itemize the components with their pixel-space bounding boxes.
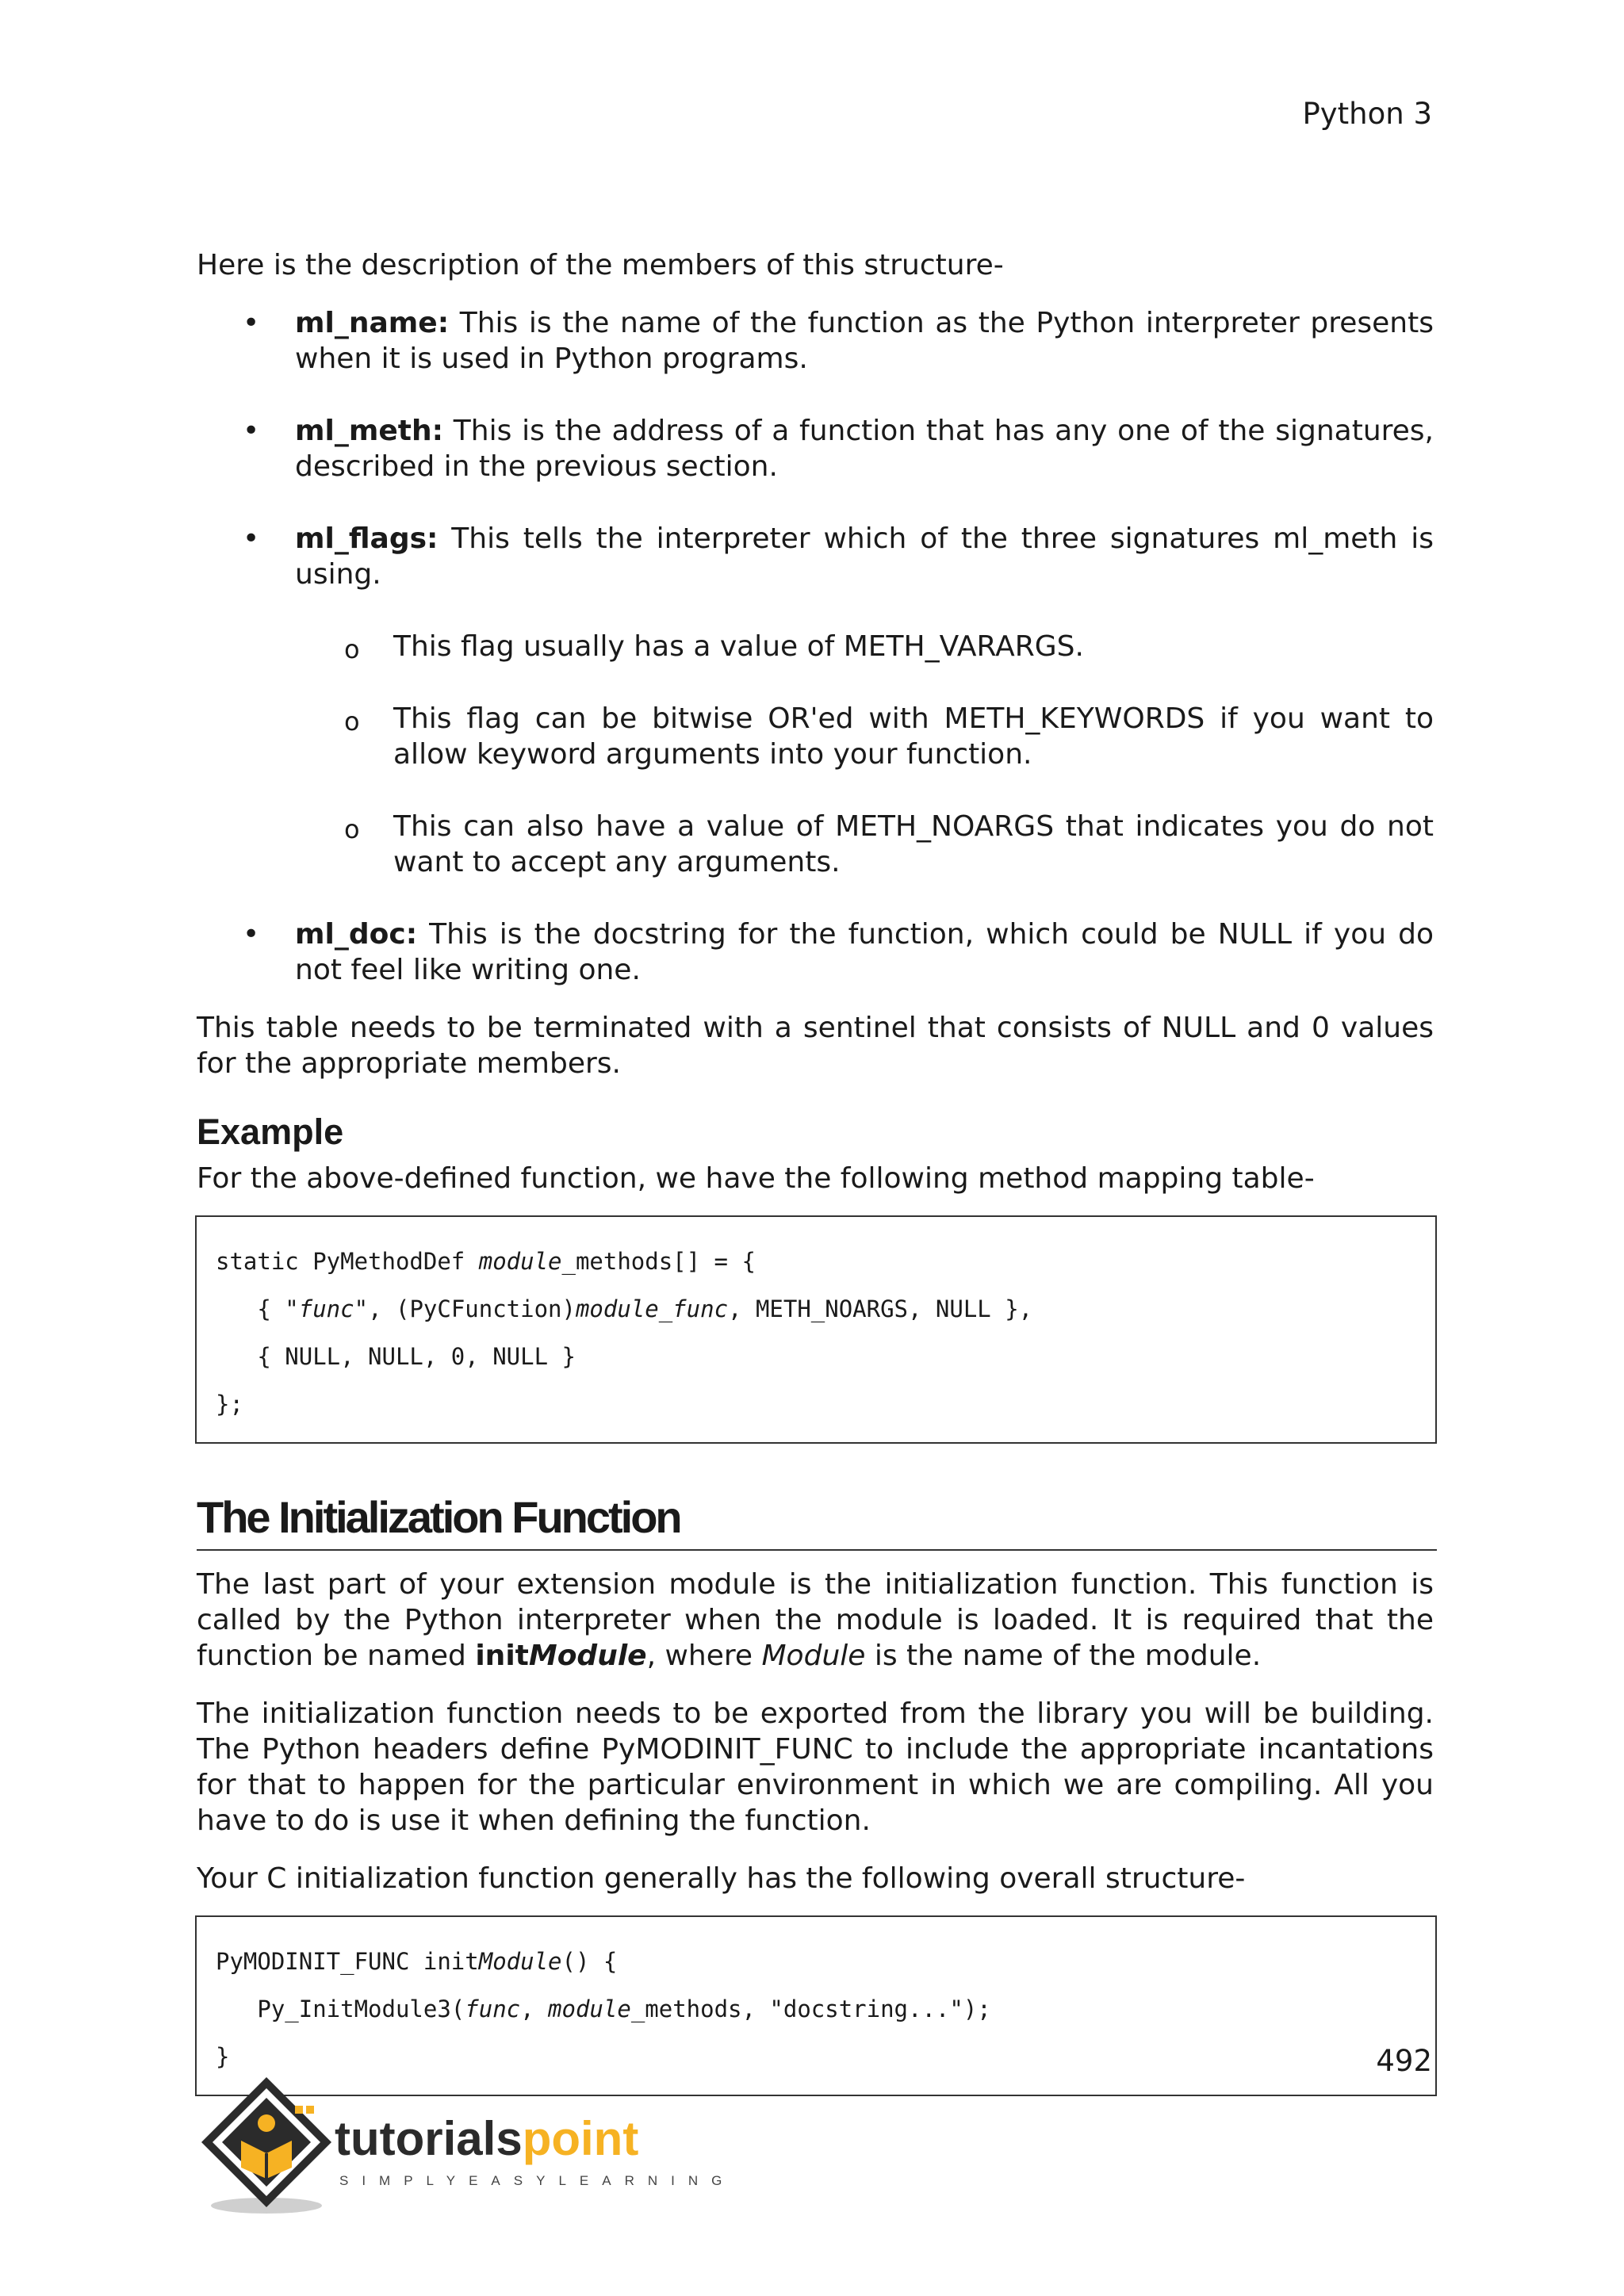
init-paragraph-1: The last part of your extension module is the initialization function. This function is called by the Python interpreter when the module is loaded. It is required that the function be named initModule, where Module is the name of the module.: [197, 1568, 1434, 1672]
members-intro: Here is the description of the members of this structure-: [197, 249, 1004, 281]
bullet-icon: •: [243, 307, 260, 339]
code-line: };: [216, 1391, 243, 1418]
example-intro: For the above-defined function, we have the following method mapping table-: [197, 1162, 1315, 1195]
bullet-icon: •: [243, 918, 260, 951]
page-content: [197, 247, 1434, 2096]
code-line: { "func", (PyCFunction)module_func, METH_NOARGS, NULL },: [216, 1295, 1033, 1322]
member-ml-name: • ml_name: This is the name of the function as the Python interpreter presents when it is used in Python programs.: [243, 307, 1434, 375]
circle-bullet-icon: o: [344, 634, 360, 664]
method-table-code-block: [195, 1215, 1437, 1444]
member-ml-flags: • ml_flags: This tells the interpreter which of the three signatures ml_meth is using.: [243, 522, 1434, 591]
member-ml-meth: • ml_meth: This is the address of a function that has any one of the signatures, described in the previous section.: [243, 415, 1434, 483]
logo-tagline: SIMPLYEASYLEARNING: [339, 2173, 736, 2188]
flag-note: o This flag can be bitwise OR'ed with METH_KEYWORDS if you want to allow keyword arguments into your function.: [344, 702, 1434, 771]
bullet-icon: •: [243, 415, 260, 447]
logo-person-icon: [258, 2114, 275, 2132]
flag-note: o This can also have a value of METH_NOARGS that indicates you do not want to accept any arguments.: [344, 810, 1434, 878]
svg-text:tutorialspoint: tutorialspoint: [335, 2112, 639, 2165]
member-ml-doc: • ml_doc: This is the docstring for the function, which could be NULL if you do not feel like writing one.: [243, 918, 1434, 986]
flag-note: o This flag usually has a value of METH_VARARGS.: [197, 629, 1434, 664]
init-paragraph-2: The initialization function needs to be exported from the library you will be building. The Python headers define PyMODINIT_FUNC to include the appropriate incantations for that to happen for the particular environment in which we are compiling. All you have to do is use it when defining the function.: [197, 1697, 1434, 1837]
circle-bullet-icon: o: [344, 706, 360, 737]
code-line: PyMODINIT_FUNC initModule() {: [216, 1948, 618, 1975]
page-number: 492: [1376, 2044, 1432, 2078]
tutorialspoint-logo: [195, 2074, 736, 2217]
code-line: static PyMethodDef module_methods[] = {: [216, 1248, 756, 1275]
example-heading: Example: [197, 1112, 344, 1152]
code-line: { NULL, NULL, 0, NULL }: [216, 1343, 576, 1370]
init-paragraph-3: Your C initialization function generally has the following overall structure-: [197, 1862, 1246, 1895]
sentinel-paragraph: This table needs to be terminated with a sentinel that consists of NULL and 0 values for the appropriate members.: [197, 1012, 1434, 1080]
circle-bullet-icon: o: [344, 814, 360, 844]
running-header: Python 3: [1302, 97, 1432, 131]
code-line: Py_InitModule3(func, module_methods, "docstring...");: [216, 1996, 991, 2022]
section-heading: The Initialization Function: [197, 1491, 1437, 1551]
init-function-code-block: [195, 1915, 1437, 2096]
bullet-icon: •: [243, 522, 260, 555]
code-line: }: [216, 2043, 230, 2070]
